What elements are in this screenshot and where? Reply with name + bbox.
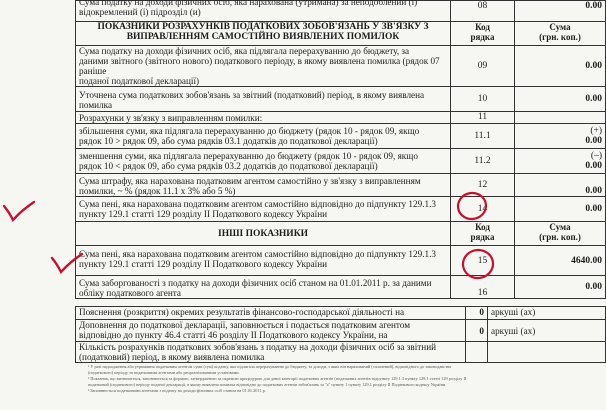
appendix-unit: аркуші (ах): [488, 320, 606, 342]
appendix-value: [466, 342, 488, 363]
row-09: [76, 46, 606, 87]
row-sum: 0.00: [515, 46, 606, 87]
row-sum: 0.00: [515, 197, 606, 222]
row-sum: 0.00: [515, 174, 606, 197]
row-sum: 0.00: [515, 1, 606, 22]
section-header-corrections: [76, 22, 606, 46]
appendix-row-supplements: [76, 320, 606, 342]
checkmark-annotation: [4, 202, 34, 220]
code-column-header: Код рядка: [451, 22, 515, 46]
section-title: ПОКАЗНИКИ РОЗРАХУНКІВ ПОДАТКОВИХ ЗОБОВ'ЯЗАНЬ У ЗВ'ЯЗКУ З ВИПРАВЛЕННЯМ САМОСТІЙНО ВИЯВЛЕНИХ ПОМИЛОК: [76, 22, 451, 46]
appendix-value: 0: [466, 307, 488, 320]
appendix-description: Пояснення (розкриття) окремих результатів фінансово-господарської діяльності на: [76, 307, 466, 320]
appendix-unit: аркуші (ах): [488, 307, 606, 320]
appendix-row-calculations: [76, 342, 606, 363]
appendix-value: 0: [466, 320, 488, 342]
section-header-other: [76, 222, 606, 246]
appendix-description: Кількість розрахунків податкових зобов'язань з податку на доходи фізичних осіб за звітний (податковий) період, в якому виявлена помилка: [76, 342, 466, 363]
row-10: [76, 87, 606, 112]
row-code: 12: [451, 174, 515, 197]
row-description: Сума податку на доходи фізичних осіб, яка підлягала перерахуванню до бюджету, за даними звітного (звітного нового) податкового періоду, в якому виявлена помилка (рядок 07 раніше поданої податкової декларації): [76, 46, 451, 87]
row-11-1: [76, 124, 606, 149]
code-column-header: Код рядка: [451, 222, 515, 246]
row-code: 14: [451, 197, 515, 222]
footnote: ³ Заповнюється податковими агентами з податку на доходи фізичних осіб станом на 01.01.2011 р.: [88, 388, 266, 393]
row-sum: [515, 112, 606, 124]
tax-declaration-table: [75, 0, 606, 299]
row-description: Сума заборгованості з податку на доходи фізичних осіб станом на 01.01.2011 р. за даними обліку податкового агента: [76, 276, 451, 299]
row-code: 08: [451, 1, 515, 22]
row-description: збільшення суми, яка підлягала перерахуванню до бюджету (рядок 10 - рядок 09, якщо рядок 10 > рядок 09, або сума рядків 03.1 додатків до податкової декларації): [76, 124, 451, 149]
sum-column-header: Сума (грн. коп.): [515, 22, 606, 46]
row-code: 11: [451, 112, 515, 124]
footnote: ² Показник, що визначається, заповнюється за формою, затвердженою за окремою процедурою для даної категорії податкових агентів (податкових агентів підпункту 129.1.3 пункту 129.1 статті 129 розділу ІІ: [88, 376, 467, 381]
appendix-unit: [488, 342, 606, 363]
appendix-row-explanations: [76, 307, 606, 320]
appendix-description: Доповнення до податкової декларації, заповнюється і подається податковим агентом відповідно до пункту 46.4 статті 46 розділу ІІ Податкового кодексу України, на: [76, 320, 466, 342]
row-sum: 0.00: [515, 87, 606, 112]
row-15: [76, 246, 606, 276]
section-title: ІНШІ ПОКАЗНИКИ: [76, 222, 451, 246]
footnote: податковий (податкового) періоду поданої декларації, в якому виявлена помилка відповідно до податкових агентів зобов'язань за "а" пункту 1 пункту 129.1 розділу ІІ Податкового кодексу України.: [88, 382, 447, 387]
footnote: ¹ У разі надходження або утримання податковим агентом суми (сум) податку, яка підлягала перерахуванню до бюджету, та доходи, з яких він нарахований (сплачений), відповідного до законодавства: [88, 364, 452, 369]
row-14: [76, 197, 606, 222]
row-sum: (+) 0.00: [515, 124, 606, 149]
footnote: (податкового) періоду за податковими агентами або реорганізованими установами.: [88, 370, 240, 375]
row-description: Розрахунки у зв'язку з виправленням помилки:: [76, 112, 451, 124]
row-code: 16: [451, 276, 515, 299]
row-description: Уточнена сума податкових зобов'язань за звітний (податковий) період, в якому виявлена помилка: [76, 87, 451, 112]
sum-column-header: Сума (грн. коп.): [515, 222, 606, 246]
row-11-2: [76, 149, 606, 174]
row-sum: (–) 0.00: [515, 149, 606, 174]
row-description: Сума штрафу, яка нарахована податковим агентом самостійно у зв'язку з виправленням помилки, ~ % (рядок 11.1 х 3% або 5 %): [76, 174, 451, 197]
row-12: [76, 174, 606, 197]
row-08: [76, 1, 606, 22]
row-code: 10: [451, 87, 515, 112]
row-code: 15: [451, 246, 515, 276]
row-description: Сума пені, яка нарахована податковим агентом самостійно відповідно до підпункту 129.1.3 пункту 129.1 статті 129 розділу ІІ Податкового кодексу України: [76, 246, 451, 276]
appendix-table: [75, 306, 606, 363]
row-description: зменшення суми, яка підлягала перерахуванню до бюджету (рядок 10 - рядок 09, якщо рядок 10 < рядок 09, або сума рядків 03.2 додатків до податкової декларації): [76, 149, 451, 174]
row-code: 11.2: [451, 149, 515, 174]
row-11: [76, 112, 606, 124]
row-code: 09: [451, 46, 515, 87]
row-code: 11.1: [451, 124, 515, 149]
row-sum: 4640.00: [515, 246, 606, 276]
row-16: [76, 276, 606, 299]
footnotes: [88, 364, 600, 394]
row-sum: 0.00: [515, 276, 606, 299]
row-description: Сума пені, яка нарахована податковим агентом самостійно відповідно до підпункту 129.1.3 пункту 129.1 статті 129 розділу ІІ Податкового кодексу України: [76, 197, 451, 222]
row-description: Сума податку на доходи фізичних осіб, яка нарахована (утримана) за неподоблений (і) відокремлений (і) підрозділ (и): [76, 1, 451, 22]
